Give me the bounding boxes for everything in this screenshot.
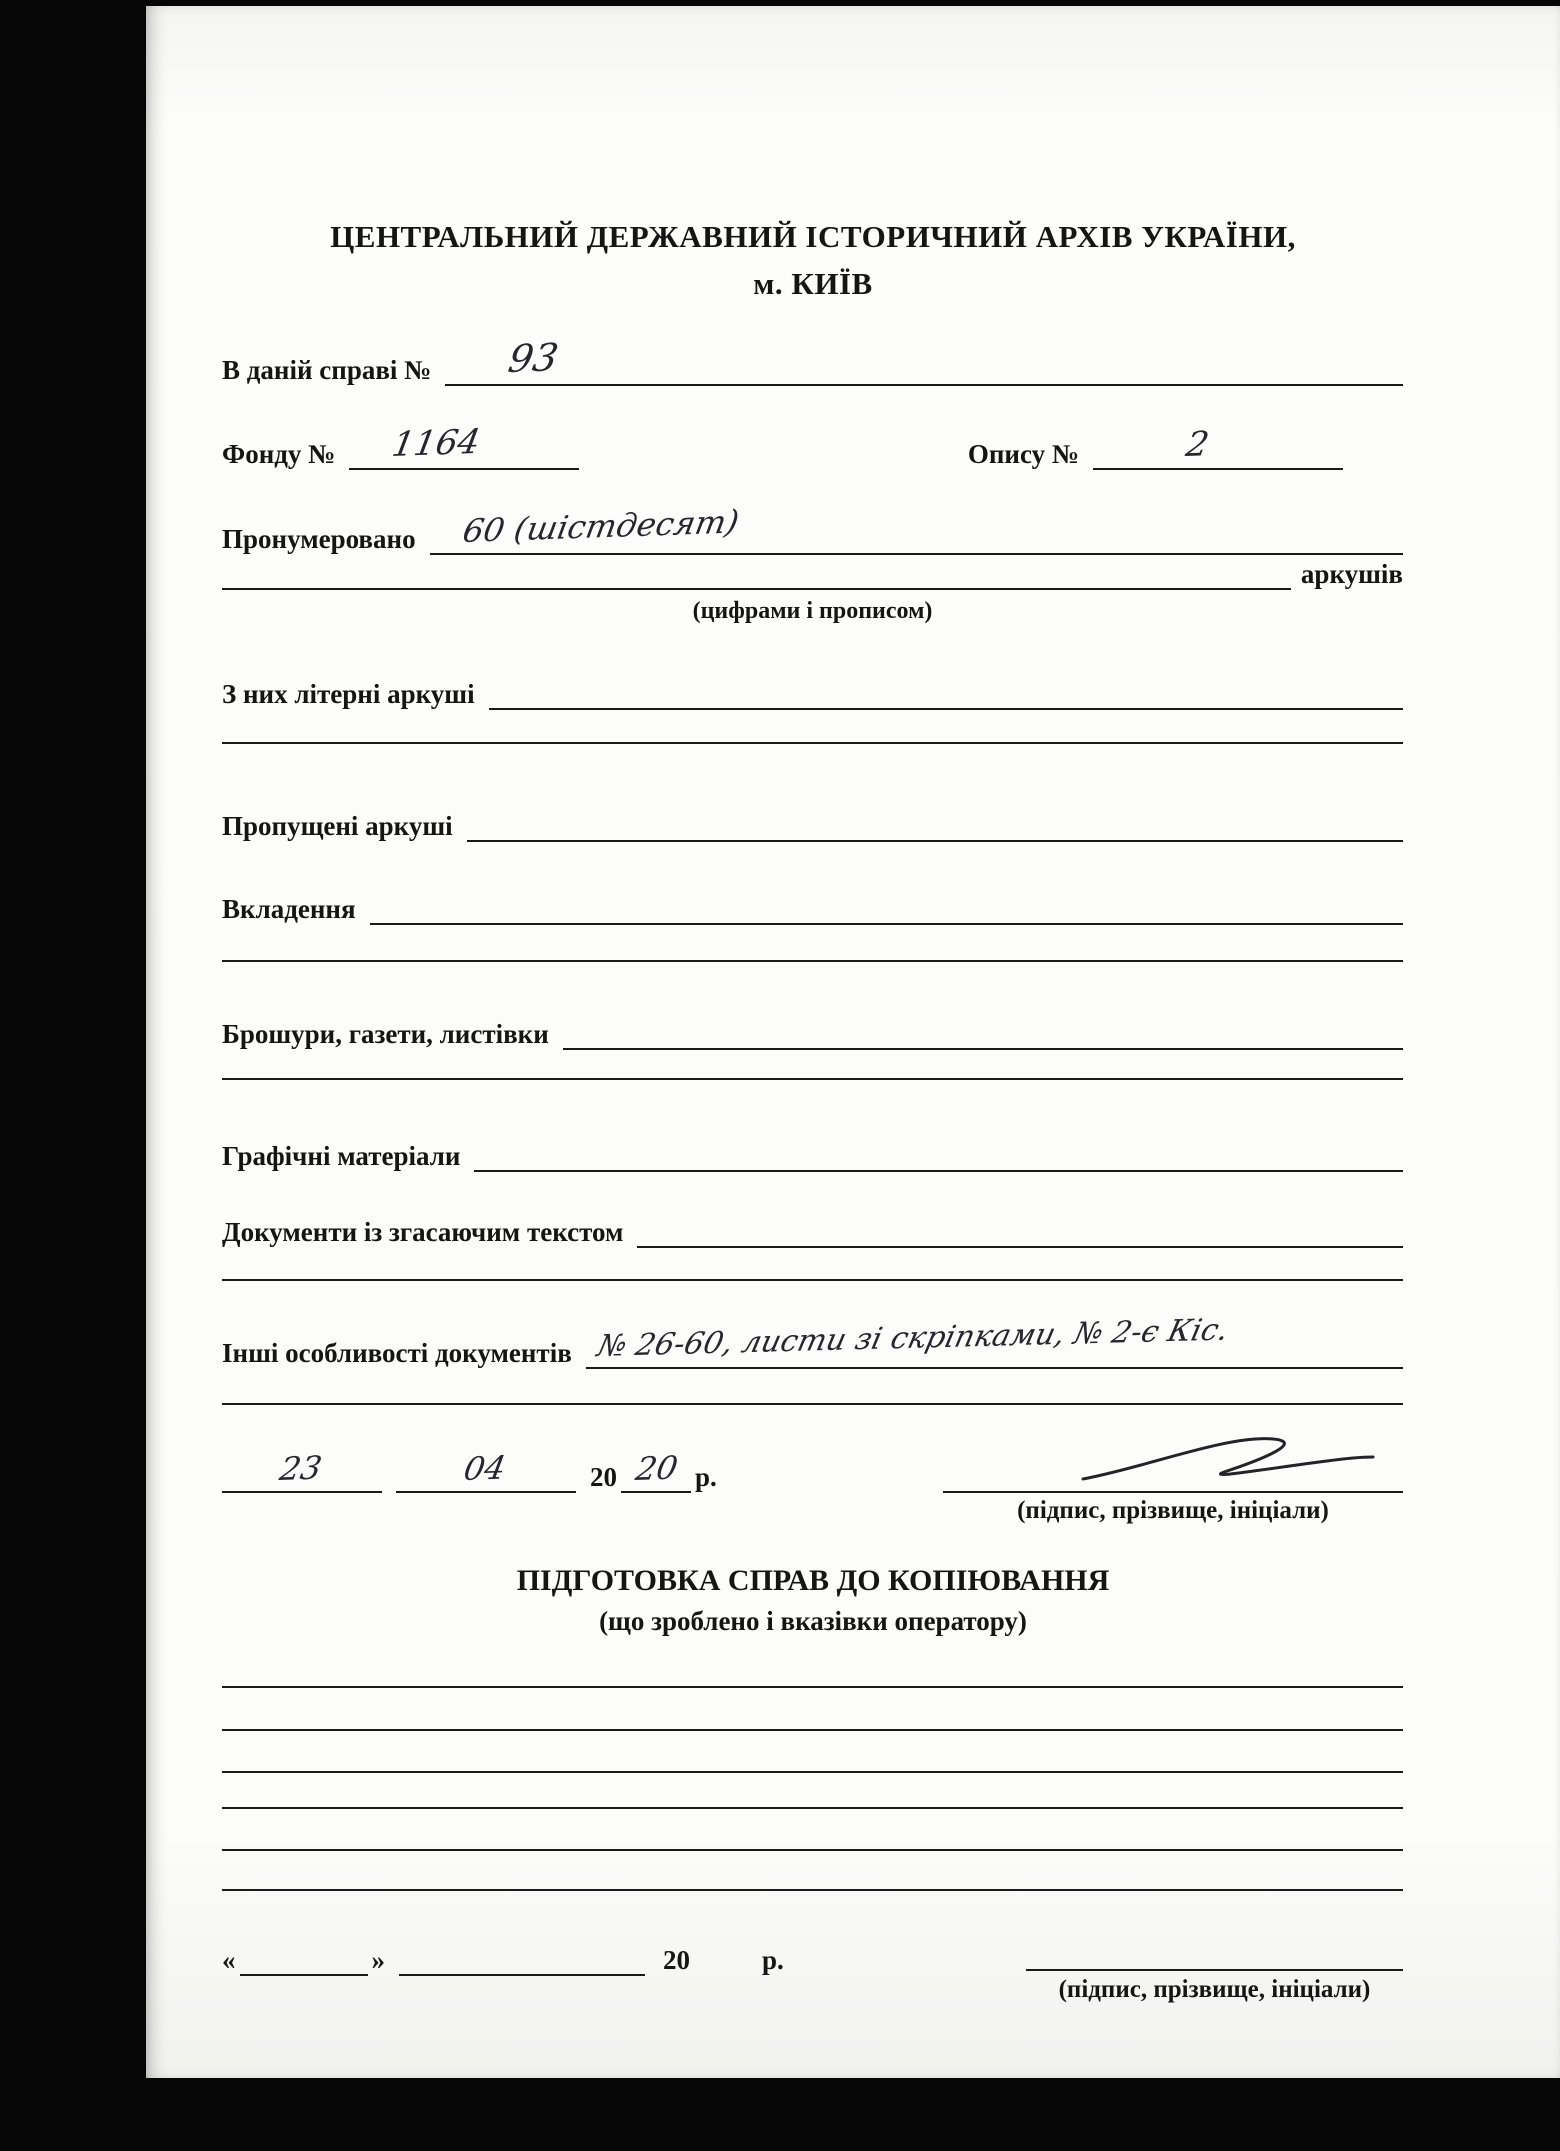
letter-sheets-label: З них літерні аркуші xyxy=(222,679,475,710)
missing-sheets-line xyxy=(467,794,1403,842)
case-number-line xyxy=(445,335,1403,386)
blank-line xyxy=(222,960,1403,962)
opys-value: 2 xyxy=(1183,424,1212,465)
blank-line xyxy=(222,1807,1403,1809)
date-year-value: 20 xyxy=(633,1448,681,1488)
blank-line xyxy=(222,1849,1403,1851)
blank-line xyxy=(222,1279,1403,1281)
opys-line xyxy=(1093,422,1343,470)
other-features-line xyxy=(586,1312,1403,1369)
brochures-label: Брошури, газети, листівки xyxy=(222,1019,549,1050)
date-month-line xyxy=(396,1445,576,1493)
sheets-word: аркушів xyxy=(1300,559,1403,590)
case-number-label: В даній справі № xyxy=(222,355,432,386)
archive-title: ЦЕНТРАЛЬНИЙ ДЕРЖАВНИЙ ІСТОРИЧНИЙ АРХІВ УКРАЇНИ, xyxy=(330,219,1296,254)
signature-hint: (підпис, прізвище, ініціали) xyxy=(1017,1497,1329,1524)
letter-sheets-line xyxy=(489,662,1403,710)
blank-line xyxy=(222,742,1403,744)
brochures-line xyxy=(563,1002,1403,1050)
archive-city: м. КИЇВ xyxy=(753,266,873,301)
case-number-value: 93 xyxy=(505,335,562,381)
fond-line xyxy=(349,422,579,470)
other-features-row xyxy=(222,1312,1403,1369)
bottom-date-day-line xyxy=(240,1928,368,1976)
blank-line xyxy=(222,1686,1403,1688)
case-number-row xyxy=(222,334,1403,386)
sheets-line xyxy=(222,542,1291,590)
letter-sheets-row xyxy=(222,658,1403,710)
fond-value: 1164 xyxy=(389,422,484,465)
section2-title: ПІДГОТОВКА СПРАВ ДО КОПІЮВАННЯ xyxy=(516,1564,1110,1597)
date-suffix: р. xyxy=(695,1462,717,1493)
blank-line xyxy=(222,1078,1403,1080)
bottom-date-month-line xyxy=(399,1928,645,1976)
missing-sheets-label: Пропущені аркуші xyxy=(222,811,453,842)
fond-opys-row xyxy=(222,418,1403,470)
graphics-line xyxy=(474,1124,1403,1172)
quote-close: » xyxy=(371,1945,385,1976)
fading-docs-line xyxy=(637,1200,1403,1248)
brochures-row xyxy=(222,998,1403,1050)
bottom-signature-hint: (підпис, прізвище, ініціали) xyxy=(1058,1976,1371,2003)
bottom-signature-line xyxy=(1026,1969,1403,1971)
date-day-line xyxy=(222,1445,382,1493)
date-century-prefix: 20 xyxy=(590,1462,617,1493)
date-month-value: 04 xyxy=(461,1448,509,1488)
blank-line xyxy=(222,1729,1403,1731)
fading-docs-row xyxy=(222,1196,1403,1248)
fading-docs-label: Документи із згасаючим текстом xyxy=(222,1217,624,1248)
numbered-label: Пронумеровано xyxy=(222,524,416,555)
other-features-value: № 26-60, листи зі скріпками, № 2-є Кіс. xyxy=(593,1312,1232,1364)
blank-line xyxy=(222,1889,1403,1891)
blank-line xyxy=(222,1771,1403,1773)
opys-label: Опису № xyxy=(967,439,1079,470)
sheets-hint: (цифрами і прописом) xyxy=(692,598,933,624)
graphics-label: Графічні матеріали xyxy=(222,1141,461,1172)
bottom-date-suffix: р. xyxy=(762,1945,784,1976)
other-features-label: Інші особливості документів xyxy=(222,1338,572,1369)
numbered-value: 60 (шістдесят) xyxy=(459,502,742,550)
date-signature-row xyxy=(222,1441,1403,1493)
missing-sheets-row xyxy=(222,790,1403,842)
date-year-line xyxy=(621,1445,691,1493)
quote-open: « xyxy=(222,1945,236,1976)
blank-line xyxy=(222,1403,1403,1405)
bottom-date-century: 20 xyxy=(663,1945,690,1976)
scanned-form-page xyxy=(146,6,1560,2078)
section2-subtitle: (що зроблено і вказівки оператору) xyxy=(599,1606,1027,1636)
inserts-row xyxy=(222,873,1403,925)
graphics-row xyxy=(222,1120,1403,1172)
signature-stroke xyxy=(1077,1427,1377,1497)
inserts-label: Вкладення xyxy=(222,894,356,925)
signature-line xyxy=(943,1445,1403,1493)
sheets-row xyxy=(222,538,1403,590)
date-day-value: 23 xyxy=(277,1448,325,1488)
inserts-line xyxy=(370,877,1403,925)
fond-label: Фонду № xyxy=(222,439,336,470)
